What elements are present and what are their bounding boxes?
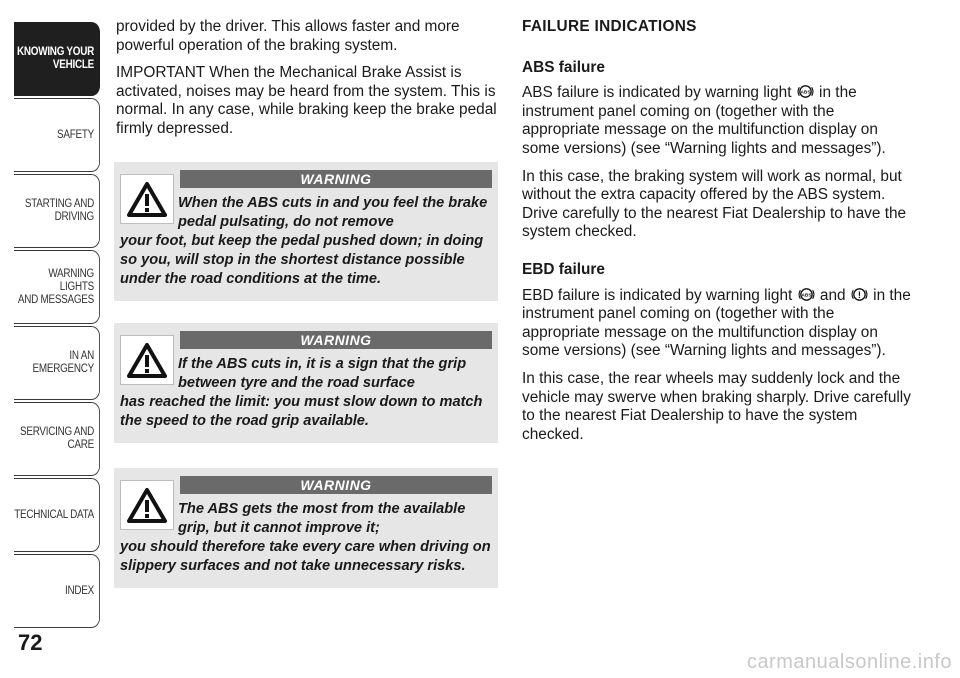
warning-triangle-icon bbox=[120, 335, 174, 385]
right-column bbox=[522, 18, 912, 453]
warning-box bbox=[114, 323, 498, 443]
tab-technical-data[interactable]: TECHNICAL DATA bbox=[14, 478, 100, 552]
abs-failure-paragraph bbox=[522, 83, 912, 158]
tab-in-an-emergency[interactable]: IN AN EMERGENCY bbox=[14, 326, 100, 400]
warning-lead: If the ABS cuts in, it is a sign that the grip between tyre and the road surface bbox=[178, 356, 467, 391]
paragraph: provided by the driver. This allows faster and more powerful operation of the braking system. bbox=[116, 18, 460, 54]
warning-text bbox=[120, 355, 492, 431]
tab-knowing-your-vehicle[interactable]: KNOWING YOUR VEHICLE bbox=[14, 22, 100, 96]
warning-rest: you should therefore take every care when driving on slippery surfaces and not take unnecessary risks. bbox=[120, 539, 491, 574]
warning-title: WARNING bbox=[180, 331, 492, 349]
ebd-text-and: and bbox=[819, 286, 846, 304]
abs-warning-icon bbox=[797, 83, 814, 100]
abs-failure-paragraph-2: In this case, the braking system will work as normal, but without the extra capacity offered by the ABS system. Drive carefully to the nearest Fiat Dealership to have the system checked. bbox=[522, 167, 907, 241]
section-heading: FAILURE INDICATIONS bbox=[522, 18, 697, 35]
tab-starting-and-driving[interactable]: STARTING AND DRIVING bbox=[14, 174, 100, 248]
warning-rest: has reached the limit: you must slow down to match the speed to the road grip available. bbox=[120, 394, 483, 429]
warning-lead: The ABS gets the most from the available grip, but it cannot improve it; bbox=[178, 501, 466, 536]
page-number: 72 bbox=[18, 630, 43, 655]
ebd-text-b: in the instrument panel coming on (together with the appropriate message on the multifunction display on some versions) (see “Warning lights and messages”). bbox=[522, 286, 911, 360]
abs-warning-icon bbox=[798, 286, 815, 303]
warning-triangle-icon bbox=[120, 174, 174, 224]
tab-servicing-and-care[interactable]: SERVICING AND CARE bbox=[14, 402, 100, 476]
warning-title: WARNING bbox=[180, 476, 492, 494]
warning-text bbox=[120, 194, 492, 289]
tab-safety[interactable]: SAFETY bbox=[14, 98, 100, 172]
warning-triangle-icon bbox=[120, 480, 174, 530]
ebd-failure-paragraph-2: In this case, the rear wheels may suddenly lock and the vehicle may swerve when braking sharply. Drive carefully to the nearest Fiat Dealership to have the system checked. bbox=[522, 369, 911, 443]
ebd-failure-paragraph bbox=[522, 286, 912, 361]
ebd-failure-title: EBD failure bbox=[522, 260, 605, 278]
tab-index[interactable]: INDEX bbox=[14, 554, 100, 628]
abs-text-a: ABS failure is indicated by warning light bbox=[522, 84, 792, 102]
warning-text bbox=[120, 500, 492, 576]
abs-text-b: in the instrument panel coming on (together with the appropriate message on the multifunction display on some versions) (see “Warning lights and messages”). bbox=[522, 84, 886, 157]
warning-lead: When the ABS cuts in and you feel the brake pedal pulsating, do not remove bbox=[178, 195, 488, 230]
brake-exclamation-icon bbox=[851, 286, 868, 303]
left-column bbox=[116, 18, 498, 148]
svg-text:ABS: ABS bbox=[800, 90, 811, 96]
svg-text:ABS: ABS bbox=[801, 292, 812, 298]
warning-box bbox=[114, 162, 498, 301]
abs-failure-title: ABS failure bbox=[522, 58, 605, 76]
warning-box bbox=[114, 468, 498, 588]
warning-title: WARNING bbox=[180, 170, 492, 188]
ebd-text-a: EBD failure is indicated by warning light bbox=[522, 286, 793, 304]
warning-rest: your foot, but keep the pedal pushed down; in doing so you, will stop in the shortest distance possible under the road conditions at the time. bbox=[120, 233, 484, 287]
watermark: carmanualsonline.info bbox=[746, 651, 952, 673]
svg-text:!: ! bbox=[857, 289, 861, 301]
paragraph-important: IMPORTANT When the Mechanical Brake Assist is activated, noises may be heard from the system. This is normal. In any case, while braking keep the brake pedal firmly depressed. bbox=[116, 64, 497, 137]
tab-warning-lights[interactable]: WARNING LIGHTS AND MESSAGES bbox=[14, 250, 100, 324]
